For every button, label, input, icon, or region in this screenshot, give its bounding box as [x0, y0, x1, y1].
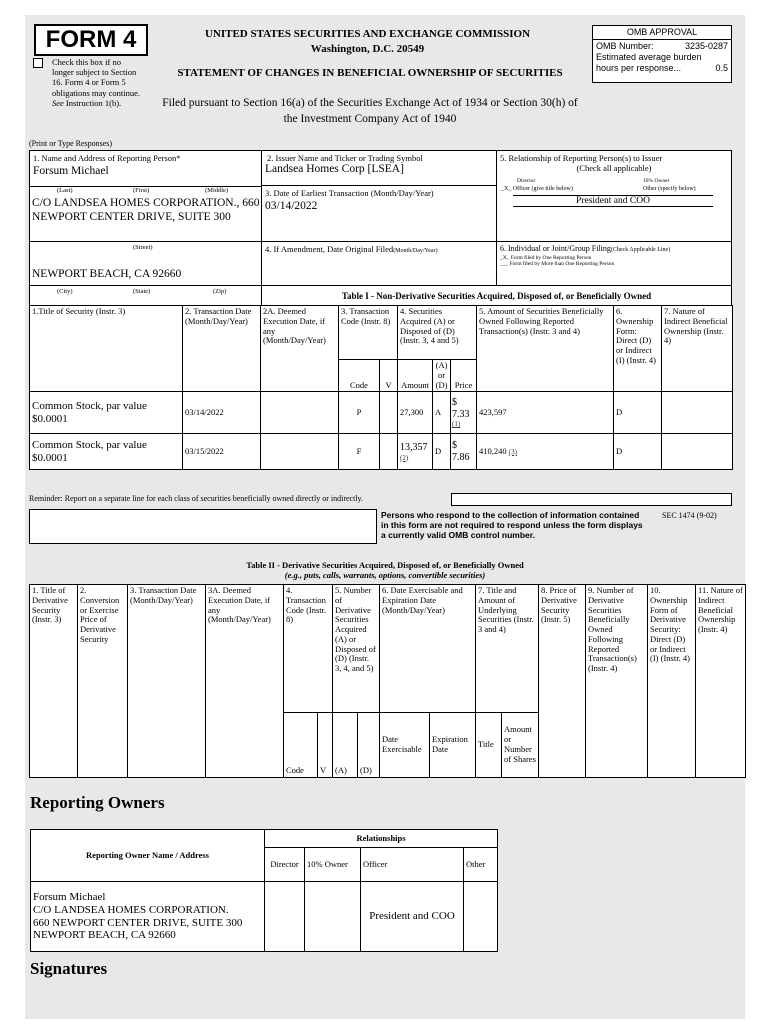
table1-rows-1-deemed — [261, 434, 339, 470]
table2-headers-c10: 10. Ownership Form of Derivative Security: Direct (D) or Indirect (I) (Instr. 4) — [648, 585, 696, 778]
reporting-owner-row — [31, 882, 498, 952]
table1-rows-0-code: P — [339, 392, 380, 434]
t1-col-form: 6. Ownership Form: Direct (D) or Indirect (I) (Instr. 4) — [614, 306, 662, 392]
table1-rows-1-security: Common Stock, par value $0.0001 — [30, 434, 183, 470]
reporting-owners-owner-lines-0: Forsum Michael — [33, 891, 106, 904]
reporting-owners-owner-lines-3: NEWPORT BEACH, CA 92660 — [33, 929, 176, 942]
section5-label: 5. Relationship of Reporting Person(s) to Issuer — [500, 153, 663, 163]
table1-rows-0-date: 03/14/2022 — [183, 392, 261, 434]
table1-rows-0-nature — [662, 392, 733, 434]
table1-headers-amount: Amount — [398, 360, 433, 392]
t1-col-deemed: 2A. Deemed Execution Date, if any (Month/Day/Year) — [261, 306, 339, 392]
table2-headers-c3a: 3A. Deemed Execution Date, if any (Month/Day/Year) — [206, 585, 284, 778]
section1-last-label: (Last) — [57, 187, 73, 194]
table2-headers-c4: 4. Transaction Code (Instr. 8) — [284, 585, 333, 713]
table2-headers-c3: 3. Transaction Date (Month/Day/Year) — [128, 585, 206, 778]
table1-rows-0-owned: 423,597 — [477, 392, 614, 434]
table1-rows-1-owned-fn: (3) — [508, 447, 517, 456]
table1 — [29, 305, 733, 470]
table2-headers-c5: 5. Number of Derivative Securities Acquired (A) or Disposed of (D) (Instr. 3, 4, and 5) — [333, 585, 380, 713]
section6-sub: (Check Applicable Line) — [610, 247, 671, 253]
section6-line2: ___ Form filed by More than One Reporting Person — [500, 261, 615, 267]
section1-label-mark: * — [176, 153, 181, 163]
reminder-text: Reminder: Report on a separate line for each class of securities beneficially owned directly or indirectly. — [29, 494, 364, 503]
t1-col-acquired: 4. Securities Acquired (A) or Disposed of (D) (Instr. 3, 4 and 5) — [398, 306, 477, 360]
form-title: FORM 4 — [34, 24, 148, 56]
table2-headers-date-ex: Date Exercisable — [380, 713, 430, 778]
table2-headers-c11: 11. Nature of Indirect Beneficial Ownership (Instr. 4) — [696, 585, 746, 778]
section16-checkbox[interactable] — [33, 58, 43, 68]
table1-rows-1-price: $ 7.86 — [451, 434, 477, 470]
table2-headers-code: Code — [284, 713, 318, 778]
table2-headers-v: V — [318, 713, 333, 778]
table2-headers-d: (D) — [358, 713, 380, 778]
table2-headers-c1: 1. Title of Derivative Security (Instr. 3) — [30, 585, 78, 778]
reporting-owners-officer-value: President and COO — [361, 882, 464, 952]
filing-type-box — [496, 241, 732, 286]
table1-rows-1-aord: D — [433, 434, 451, 470]
section1-label: 1. Name and Address of Reporting Person — [33, 153, 177, 163]
amendment-box — [261, 241, 497, 286]
table2-headers-c7: 7. Title and Amount of Underlying Securities (Instr. 3 and 4) — [476, 585, 539, 713]
header-check-box-text: Check this box if no longer subject to Section 16. Form 4 or Form 5 obligations may continue. — [52, 57, 141, 98]
section5-director: Director — [517, 178, 536, 184]
section1-zip-label: (Zip) — [213, 288, 227, 295]
section5-sub: (Check all applicable) — [576, 163, 652, 173]
table1-rows-1-code: F — [339, 434, 380, 470]
reporting-owners-owner-lines-2: 660 NEWPORT CENTER DRIVE, SUITE 300 — [33, 916, 243, 929]
table1-row — [30, 434, 733, 470]
table1-rows-0-v — [380, 392, 398, 434]
table2-headers-c2: 2. Conversion or Exercise Price of Derivative Security — [78, 585, 128, 778]
statement-title: STATEMENT OF CHANGES IN BENEFICIAL OWNERSHIP OF SECURITIES — [177, 67, 563, 79]
reporting-owners-relationships: Relationships — [265, 830, 498, 848]
table2-headers-amount-shares: Amount or Number of Shares — [502, 713, 539, 778]
table1-rows-1-amount: 13,357 — [400, 442, 428, 454]
header-instruction-text: Instruction 1(b). — [65, 97, 122, 108]
table1-rows-1-owned: 410,240 — [479, 445, 507, 456]
omb-approval-box — [592, 25, 732, 83]
sec-code: SEC 1474 (9-02) — [662, 511, 717, 520]
reporting-person-city: NEWPORT BEACH, CA 92660 — [32, 268, 182, 280]
table1-headers-price: Price — [451, 360, 477, 392]
section1-street-label: (Street) — [133, 244, 153, 251]
table2-headers-c6: 6. Date Exercisable and Expiration Date (Month/Day/Year) — [380, 585, 476, 713]
header-agency-line2: Washington, D.C. 20549 — [310, 42, 425, 55]
t1-col-date: 2. Transaction Date (Month/Day/Year) — [183, 306, 261, 392]
header-agency-line1: UNITED STATES SECURITIES AND EXCHANGE COMMISSION — [204, 28, 531, 40]
table1-rows-1-form: D — [614, 434, 662, 470]
header-omb-number-value: 3235-0287 — [684, 41, 728, 51]
reporting-owners-col-director: Director — [265, 848, 305, 882]
signatures-heading: Signatures — [30, 959, 108, 978]
section6-label: 6. Individual or Joint/Group Filing — [500, 244, 611, 253]
header-omb-hours-label: hours per response... — [596, 63, 682, 73]
filed-pursuant — [135, 96, 605, 127]
section5-ten-pct: 10% Owner — [643, 178, 670, 184]
header-omb-title: OMB APPROVAL — [593, 26, 731, 40]
table2-headers-c8: 8. Price of Derivative Security (Instr. 5) — [539, 585, 586, 778]
header-filed-pursuant-line2: the Investment Company Act of 1940 — [283, 112, 457, 125]
section1-middle-label: (Middle) — [205, 187, 229, 194]
reporting-person-name: Forsum Michael — [33, 165, 109, 177]
table1-row — [30, 392, 733, 434]
table1-headers-v: V — [380, 360, 398, 392]
table1-rows-0-aord: A — [433, 392, 451, 434]
section16-check: Check this box if no longer subject to Section 16. Form 4 or Form 5 obligations may continue. See Instruction 1(b). — [33, 57, 143, 108]
header-omb-hours-value: 0.5 — [715, 63, 728, 73]
section4-label: 4. If Amendment, Date Original Filed — [265, 244, 394, 254]
reporting-owners-col-other: Other — [464, 848, 498, 882]
table2-headers-a: (A) — [333, 713, 358, 778]
print-type-note: (Print or Type Responses) — [29, 139, 113, 148]
section5-officer: Officer (give title below) — [512, 186, 573, 192]
agency-heading — [155, 27, 580, 57]
section6-line1: _X_ Form filed by One Reporting Person — [500, 255, 592, 261]
table1-rows-1-amount-fn: (2) — [400, 453, 409, 462]
form-page — [25, 15, 745, 1019]
t1-col-nature: 7. Nature of Indirect Beneficial Ownership (Instr. 4) — [662, 306, 733, 392]
reporting-owners-col-10: 10% Owner — [305, 848, 361, 882]
table1-rows-0-security: Common Stock, par value $0.0001 — [30, 392, 183, 434]
table2-title — [175, 560, 595, 580]
table1-title: Table I - Non-Derivative Securities Acquired, Disposed of, or Beneficially Owned — [261, 285, 732, 306]
table2-title: Table II - Derivative Securities Acquired, Disposed of, or Beneficially Owned — [246, 560, 524, 570]
reporting-owners-owner-lines-1: C/O LANDSEA HOMES CORPORATION. — [33, 903, 229, 916]
issuer-name: Landsea Homes Corp [LSEA] — [265, 163, 404, 175]
t1-col-code: 3. Transaction Code (Instr. 8) — [339, 306, 398, 360]
table2-headers-c9: 9. Number of Derivative Securities Beneficially Owned Following Reported Transaction(s) (Instr. 4) — [586, 585, 648, 778]
relationship-box — [496, 150, 732, 242]
section1-first-label: (First) — [133, 187, 150, 194]
section5-other: Other (specify below) — [643, 186, 696, 192]
reporting-owners-col-officer: Officer — [361, 848, 464, 882]
section2-label: 2. Issuer Name and Ticker or Trading Symbol — [267, 153, 423, 163]
header-filed-pursuant-line1: Filed pursuant to Section 16(a) of the Securities Exchange Act of 1934 or Section 30(h) of — [162, 97, 578, 109]
table1-rows-0-amount: 27,300 — [398, 392, 433, 434]
table1-headers-aord: (A) or (D) — [433, 360, 451, 392]
table1-rows-0-form: D — [614, 392, 662, 434]
reporting-owners-col-name: Reporting Owner Name / Address — [31, 830, 265, 882]
header-omb-burden-label: Estimated average burden — [596, 52, 702, 62]
t1-col-owned: 5. Amount of Securities Beneficially Owned Following Reported Transaction(s) (Instr. 3 and 4) — [477, 306, 614, 392]
table2-headers-exp: Expiration Date — [430, 713, 476, 778]
persons-notice: Persons who respond to the collection of information contained in this form are not required to respond unless the form displays a currently valid OMB control number. — [381, 510, 643, 541]
section5-officer-mark: _X_ — [501, 186, 512, 192]
issuer-box — [261, 150, 497, 186]
table1-rows-1-date: 03/15/2022 — [183, 434, 261, 470]
table1-rows-1-v — [380, 434, 398, 470]
reporting-owners-table — [30, 829, 498, 952]
table2 — [29, 584, 746, 778]
section3-label: 3. Date of Earliest Transaction (Month/Day/Year) — [265, 188, 434, 198]
earliest-transaction-date: 03/14/2022 — [265, 200, 318, 212]
t1-col-security: 1.Title of Security (Instr. 3) — [30, 306, 183, 392]
officer-title: President and COO — [513, 195, 713, 207]
earliest-transaction-box — [261, 185, 497, 242]
table1-rows-0-price: $ 7.33 — [452, 397, 470, 420]
table1-rows-1-nature — [662, 434, 733, 470]
table2-subtitle: (e.g., puts, calls, warrants, options, convertible securities) — [284, 570, 486, 581]
section1-city-label: (City) — [57, 288, 73, 295]
section4-sub: (Month/Day/Year) — [393, 248, 438, 254]
section1-state-label: (State) — [133, 288, 151, 295]
reporting-owners-heading: Reporting Owners — [30, 793, 165, 812]
table1-rows-0-price-fn: (1) — [452, 420, 461, 429]
table2-headers-title: Title — [476, 713, 502, 778]
header-omb-number-label: OMB Number: — [596, 41, 654, 51]
reporting-person-address: C/O LANDSEA HOMES CORPORATION., 660 NEWPORT CENTER DRIVE, SUITE 300 — [32, 197, 260, 224]
table1-rows-0-deemed — [261, 392, 339, 434]
table1-headers-code: Code — [339, 360, 380, 392]
